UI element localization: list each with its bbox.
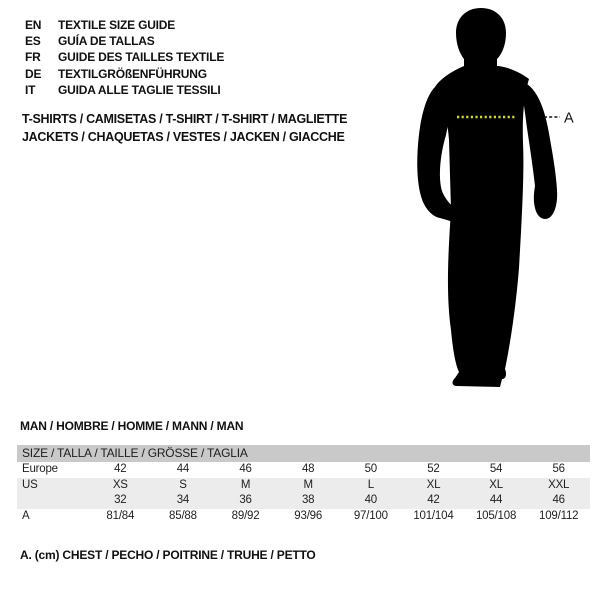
size-cell: 46 (239, 463, 252, 475)
row-label: US (22, 478, 38, 491)
language-title: TEXTILGRÖßENFÜHRUNG (58, 66, 207, 81)
language-code: ES (25, 34, 41, 49)
row-label: A (22, 509, 30, 522)
size-cell: XXL (548, 478, 570, 491)
size-cell: 44 (489, 494, 503, 506)
section-title-man: MAN / HOMBRE / HOMME / MANN / MAN (20, 419, 244, 433)
silhouette-right-arm (520, 82, 557, 219)
size-cell: 52 (427, 463, 440, 475)
language-title: GUIDA ALLE TAGLIE TESSILI (58, 82, 221, 97)
man-silhouette-svg (405, 2, 575, 394)
size-cell: 42 (114, 463, 127, 475)
language-row-it (25, 82, 224, 98)
size-cell: 44 (176, 463, 190, 475)
size-cell: XL (489, 478, 503, 491)
size-cell: 89/92 (231, 509, 260, 522)
size-cell: 46 (552, 494, 565, 506)
size-cell: 81/84 (106, 509, 135, 522)
table-row-numeric (17, 493, 590, 509)
size-cell: 50 (364, 463, 378, 475)
language-row-en (25, 17, 224, 33)
size-cell: 48 (301, 463, 315, 475)
size-table-header: SIZE / TALLA / TAILLE / GRÖSSE / TAGLIA (17, 445, 590, 462)
language-code: EN (25, 18, 42, 32)
category-line-jackets: JACKETS / CHAQUETAS / VESTES / JACKEN / GIACCHE (22, 129, 345, 144)
language-code: IT (25, 82, 36, 97)
size-cell: 105/108 (475, 509, 517, 522)
row-label (17, 493, 89, 509)
size-cell: 40 (364, 494, 378, 506)
size-cell: 85/88 (169, 509, 197, 522)
language-code: DE (25, 66, 42, 81)
size-cell: XL (426, 478, 441, 491)
language-title: TEXTILE SIZE GUIDE (58, 18, 176, 32)
size-cell: M (303, 478, 313, 491)
size-cell: 42 (427, 494, 440, 506)
language-title: GUÍA DE TALLAS (58, 34, 155, 49)
size-cell: 34 (176, 494, 190, 506)
table-row-us (17, 478, 590, 494)
size-cell: 101/104 (413, 509, 454, 522)
garment-categories (22, 111, 347, 146)
size-cell: 32 (114, 494, 127, 506)
table-row-europe (17, 462, 590, 478)
language-row-fr (25, 49, 224, 65)
size-cell: L (367, 478, 374, 491)
language-list (25, 17, 224, 98)
size-cell: M (240, 478, 251, 491)
table-row-chest-a (17, 509, 590, 525)
size-cell: 93/96 (294, 509, 323, 522)
size-cell: S (179, 478, 187, 491)
measure-label-a: A (564, 110, 574, 127)
size-table (17, 445, 590, 524)
man-silhouette-figure (405, 2, 575, 394)
language-row-de (25, 66, 224, 82)
silhouette-body (435, 8, 529, 387)
size-cell: 36 (239, 494, 252, 506)
row-label: Europe (22, 463, 58, 475)
category-line-tshirts: T-SHIRTS / CAMISETAS / T-SHIRT / T-SHIRT / MAGLIETTE (22, 112, 348, 126)
size-cell: 56 (552, 463, 565, 475)
size-cell: 54 (489, 463, 503, 475)
language-code: FR (25, 50, 41, 65)
language-row-es (25, 33, 224, 49)
size-cell: 38 (301, 494, 315, 506)
size-cell: XS (112, 478, 128, 491)
language-title: GUIDE DES TAILLES TEXTILE (58, 50, 225, 65)
size-cell: 97/100 (353, 509, 388, 522)
size-cell: 109/112 (539, 509, 579, 522)
measurement-note: A. (cm) CHEST / PECHO / POITRINE / TRUHE / PETTO (20, 548, 316, 562)
